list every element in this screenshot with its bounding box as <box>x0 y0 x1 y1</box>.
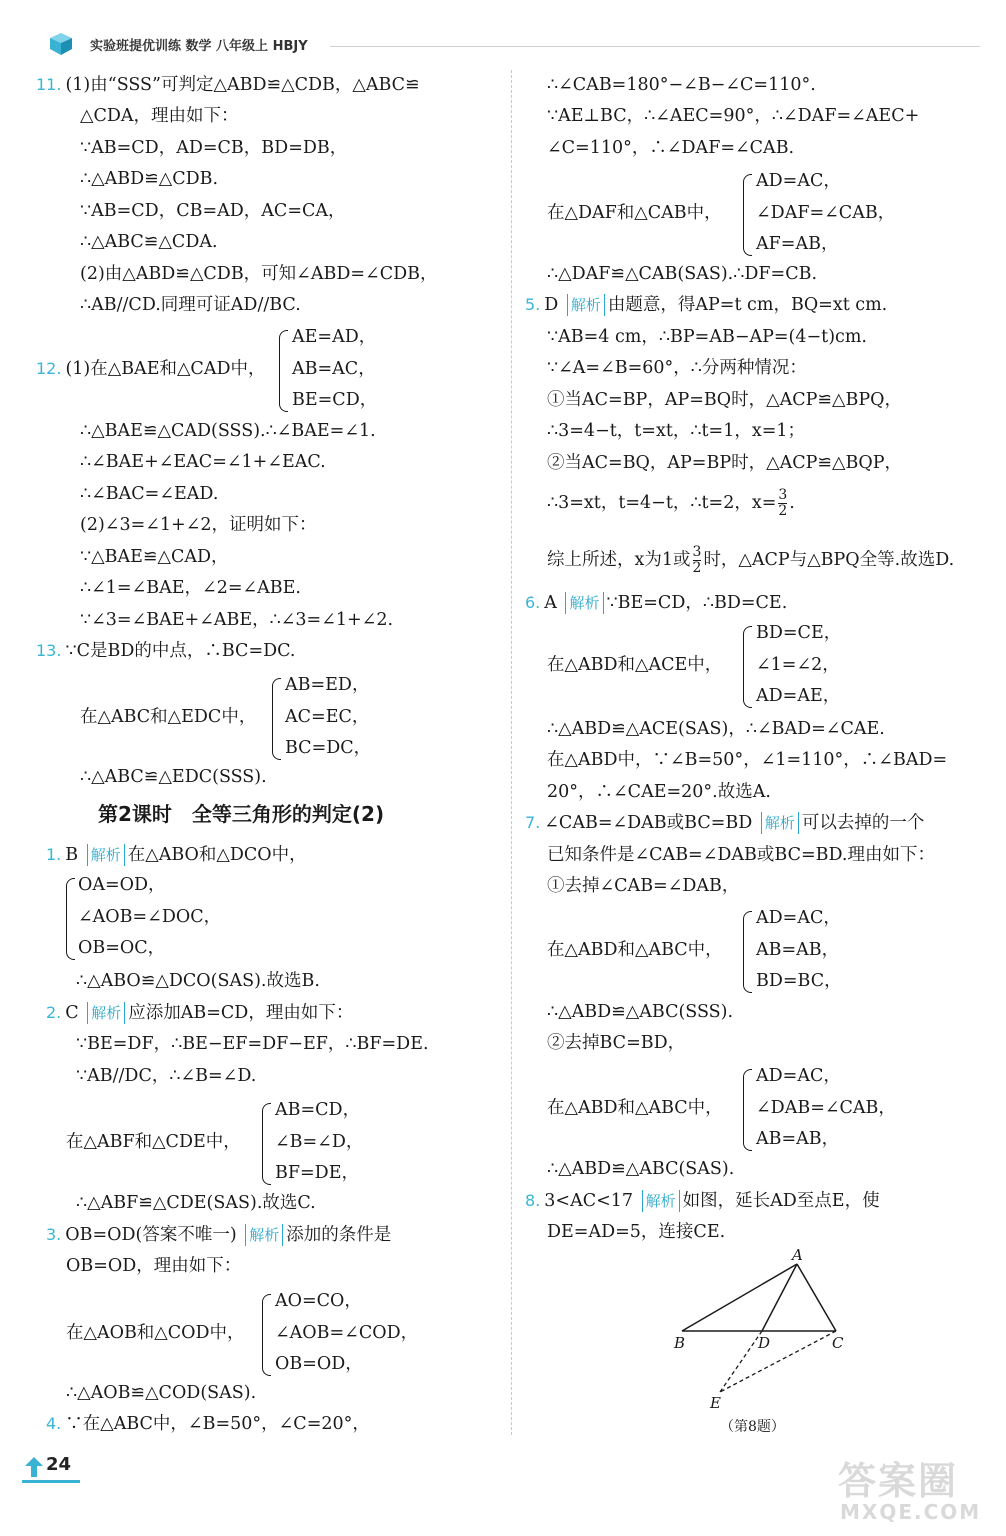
q13-lead: 在△ABC和△EDC中， <box>80 707 257 727</box>
q3-line-1 <box>46 1224 391 1246</box>
q5-text-7: ∴3=xt，t=4−t，∴t=2，x= <box>547 493 777 513</box>
page-number: 24 <box>46 1454 72 1475</box>
analysis-tag: 解析 <box>761 812 799 834</box>
q7-brace-group-2 <box>547 1061 967 1161</box>
cube-logo-icon <box>48 32 74 56</box>
q11-line-2: △CDA，理由如下： <box>80 106 239 126</box>
q1-brace-group <box>66 870 366 970</box>
q11-line-6: ∴△ABC≌△CDA. <box>80 232 218 252</box>
watermark-url: MXQE.COM <box>840 1500 982 1524</box>
q5-text-7-end: . <box>789 493 795 513</box>
question-number: 1. <box>46 845 62 864</box>
point-label-d: D <box>758 1334 771 1352</box>
analysis-tag: 解析 <box>87 1002 125 1024</box>
q7-line-4: ∴△ABD≌△ABC(SSS). <box>547 1002 734 1022</box>
q7-text-1: 可以去掉的一个 <box>801 813 925 833</box>
triangle-figure <box>660 1246 860 1442</box>
page-header <box>40 30 980 60</box>
q4-cont-line-4: ∴△DAF≌△CAB(SAS).∴DF=CB. <box>547 264 818 284</box>
fraction <box>693 545 702 576</box>
denominator: 2 <box>778 503 788 519</box>
q7-line-2: 已知条件是∠CAB=∠DAB或BC=BD.理由如下： <box>547 845 935 865</box>
q4-condition-list <box>756 166 895 261</box>
q7-line-6: ∴△ABD≌△ABC(SAS). <box>547 1159 735 1179</box>
q3-lead: 在△AOB和△COD中， <box>66 1323 245 1343</box>
condition-item: AC=EC， <box>285 706 370 727</box>
q7-condition-list-2 <box>756 1061 896 1156</box>
q6-line-3: 在△ABD中，∵∠B=50°，∠1=110°，∴∠BAD= <box>547 750 948 770</box>
question-number: 6. <box>525 593 541 612</box>
q5-text-8: 综上所述，x为1或 <box>547 550 691 570</box>
q3-text-1: 添加的条件是 <box>286 1225 392 1245</box>
section-title: 第2课时 全等三角形的判定(2) <box>98 802 385 826</box>
watermark <box>830 1450 1000 1530</box>
q5-text-8-end: 时，△ACP与△BPQ全等.故选D. <box>703 550 955 570</box>
condition-item: AD=AC， <box>756 171 841 191</box>
q2-line-4: ∴△ABF≌△CDE(SAS).故选C. <box>76 1193 316 1213</box>
q12-line-6: ∴∠1=∠BAE，∠2=∠ABE. <box>80 578 301 598</box>
q4-cont-line-3: ∠C=110°，∴∠DAF=∠CAB. <box>547 138 795 158</box>
q5-line-3: ∵∠A=∠B=60°，∴分两种情况： <box>547 358 807 378</box>
q8-line-2: DE=AD=5，连接CE. <box>547 1222 726 1242</box>
brace <box>262 1103 271 1185</box>
condition-item: BE=CD， <box>292 390 378 410</box>
q12-brace-group <box>36 322 476 422</box>
q1-condition-list <box>78 870 221 965</box>
answer: OB=OD(答案不唯一) <box>65 1225 237 1245</box>
q7-brace-group-1 <box>547 903 967 1003</box>
answer: ∠CAB=∠DAB或BC=BD <box>544 813 753 833</box>
q5-line-7 <box>547 488 795 519</box>
brace <box>279 330 288 412</box>
q7-line-3: ①去掉∠CAB=∠DAB， <box>547 876 740 896</box>
question-number: 7. <box>525 813 541 832</box>
q11-line-4: ∴△ABD≌△CDB. <box>80 169 219 189</box>
q12-line-2: ∴∠BAE+∠EAC=∠1+∠EAC. <box>80 452 326 472</box>
answer: A <box>544 593 557 613</box>
segment-ac <box>797 1264 836 1331</box>
q13-condition-list <box>285 670 371 765</box>
point-label-c: C <box>832 1334 844 1352</box>
analysis-tag: 解析 <box>245 1224 283 1246</box>
question-number: 5. <box>525 295 541 314</box>
watermark-logo: 答案圈 <box>838 1459 959 1503</box>
q2-line-1 <box>46 1002 353 1024</box>
brace <box>743 911 752 993</box>
condition-item: OA=OD， <box>78 875 166 895</box>
question-number: 3. <box>46 1225 62 1244</box>
q2-line-3: ∵AB//DC，∴∠B=∠D. <box>76 1066 257 1086</box>
q11-line-8: ∴AB//CD.同理可证AD//BC. <box>80 295 301 315</box>
q2-condition-list <box>275 1095 363 1190</box>
q5-line-1 <box>525 294 887 316</box>
condition-item: AE=AD， <box>292 327 377 347</box>
question-number: 13. <box>36 641 62 660</box>
q2-brace-group <box>66 1095 466 1195</box>
q2-text-1: 应添加AB=CD，理由如下： <box>128 1003 354 1023</box>
q12-line-7: ∵∠3=∠BAE+∠ABE，∴∠3=∠1+∠2. <box>80 610 394 630</box>
answer: 3<AC<17 <box>544 1191 634 1211</box>
condition-item: AD=AC， <box>756 1066 841 1086</box>
brace <box>743 1069 752 1151</box>
q7-line-5: ②去掉BC=BD， <box>547 1033 686 1053</box>
q7-lead-2: 在△ABD和△ABC中， <box>547 1098 723 1118</box>
q11-line-1 <box>36 74 420 96</box>
q3-condition-list <box>275 1286 418 1381</box>
condition-item: AB=AC， <box>292 358 376 379</box>
q4-text-1: ∵在△ABC中，∠B=50°，∠C=20°， <box>65 1414 370 1434</box>
q1-line-1 <box>46 844 307 866</box>
analysis-tag: 解析 <box>87 844 125 866</box>
q1-line-2: ∴△ABO≌△DCO(SAS).故选B. <box>76 971 320 991</box>
book-title: 实验班提优训练 数学 八年级上 HBJY <box>90 39 308 54</box>
brace <box>743 626 752 708</box>
q13-line-1 <box>36 640 295 662</box>
q11-line-7: (2)由△ABD≌△CDB，可知∠ABD=∠CDB， <box>80 264 438 284</box>
numerator: 3 <box>778 487 788 503</box>
q4-cont-line-1: ∴∠CAB=180°−∠B−∠C=110°. <box>547 75 816 95</box>
condition-item: BF=DE， <box>275 1163 359 1183</box>
q4-line-1 <box>46 1413 370 1435</box>
condition-item: BD=CE， <box>756 623 842 643</box>
q5-line-6: ②当AC=BQ，AP=BP时，△ACP≌△BQP， <box>547 453 902 473</box>
condition-item: AB=AB， <box>756 1129 840 1149</box>
answer: C <box>65 1003 79 1023</box>
q7-condition-list-1 <box>756 903 842 998</box>
condition-item: AD=AE， <box>756 686 841 706</box>
up-arrow-icon <box>24 1456 44 1478</box>
question-number: 12. <box>36 359 62 378</box>
point-label-a: A <box>792 1246 803 1264</box>
q12-lead <box>36 358 266 380</box>
condition-item: AB=CD， <box>275 1100 361 1120</box>
question-number: 4. <box>46 1414 62 1433</box>
point-label-b: B <box>674 1334 686 1352</box>
q6-line-4: 20°，∴∠CAE=20°.故选A. <box>547 782 771 802</box>
q6-lead: 在△ABD和△ACE中， <box>547 655 723 675</box>
q12-line-1: ∴△BAE≌△CAD(SSS).∴∠BAE=∠1. <box>80 421 376 441</box>
q12-lead-text: (1)在△BAE和△CAD中， <box>65 359 266 379</box>
q8-line-1 <box>525 1190 880 1212</box>
segment-de <box>720 1331 762 1392</box>
q6-text-1: ∵BE=CD，∴BD=CE. <box>606 593 788 613</box>
q3-line-3: ∴△AOB≌△COD(SAS). <box>66 1383 257 1403</box>
q5-line-4: ①当AC=BP，AP=BQ时，△ACP≌△BPQ， <box>547 390 902 410</box>
analysis-tag: 解析 <box>565 592 603 614</box>
q3-brace-group <box>66 1286 466 1386</box>
condition-item: ∠1=∠2， <box>756 654 840 675</box>
condition-item: AD=AC， <box>756 908 841 928</box>
q5-line-5: ∴3=4−t，t=xt，∴t=1，x=1； <box>547 421 805 441</box>
fraction <box>778 488 787 519</box>
page-number-underline <box>22 1480 80 1483</box>
condition-item: AO=CO， <box>275 1291 362 1311</box>
question-number: 8. <box>525 1191 541 1210</box>
condition-item: AB=AB， <box>756 939 840 960</box>
q6-brace-group <box>547 618 967 718</box>
brace <box>66 878 75 960</box>
q12-line-5: ∵△BAE≌△CAD， <box>80 547 229 567</box>
q12-line-4: (2)∠3=∠1+∠2，证明如下： <box>80 515 317 535</box>
condition-item: ∠DAF=∠CAB， <box>756 202 896 223</box>
q13-brace-group <box>80 670 480 770</box>
numerator: 3 <box>692 544 702 560</box>
brace <box>743 174 752 256</box>
q11-text-1: (1)由“SSS”可判定△ABD≌△CDB，△ABC≌ <box>65 75 420 95</box>
header-rule <box>330 46 980 47</box>
column-divider <box>511 70 512 1435</box>
figure-caption: （第8题） <box>720 1419 785 1435</box>
condition-item: BC=DC， <box>285 738 372 758</box>
q13-line-2: ∴△ABC≌△EDC(SSS). <box>80 767 267 787</box>
segment-ce <box>720 1331 836 1392</box>
condition-item: AF=AB， <box>756 234 839 254</box>
answer: D <box>544 295 559 315</box>
q6-line-1 <box>525 592 787 614</box>
condition-item: ∠DAB=∠CAB， <box>756 1097 896 1118</box>
brace <box>262 1294 271 1376</box>
q8-text-1: 如图，延长AD至点E，使 <box>682 1191 880 1211</box>
q2-line-2: ∵BE=DF，∴BE−EF=DF−EF，∴BF=DE. <box>76 1034 429 1054</box>
question-number: 2. <box>46 1003 62 1022</box>
question-number: 11. <box>36 75 62 94</box>
q4-cont-line-2: ∵AE⊥BC，∴∠AEC=90°，∴∠DAF=∠AEC+ <box>547 106 920 126</box>
analysis-tag: 解析 <box>642 1190 680 1212</box>
q11-line-3: ∵AB=CD，AD=CB，BD=DB， <box>80 138 348 158</box>
q11-line-5: ∵AB=CD，CB=AD，AC=CA， <box>80 201 346 221</box>
q4-lead: 在△DAF和△CAB中， <box>547 203 722 223</box>
condition-item: AB=ED， <box>285 675 370 695</box>
q5-line-8 <box>547 545 954 576</box>
q5-line-2: ∵AB=4 cm，∴BP=AB−AP=(4−t)cm. <box>547 327 867 347</box>
q7-lead-1: 在△ABD和△ABC中， <box>547 940 723 960</box>
q12-line-3: ∴∠BAC=∠EAD. <box>80 484 219 504</box>
q7-line-1 <box>525 812 924 834</box>
condition-item: BD=BC， <box>756 971 842 991</box>
q12-condition-list <box>292 322 377 417</box>
page-number-badge <box>22 1452 80 1482</box>
denominator: 2 <box>692 560 702 576</box>
q5-text-1: 由题意，得AP=t cm，BQ=xt cm. <box>607 295 888 315</box>
point-label-e: E <box>710 1394 721 1412</box>
q13-text-1: ∵C是BD的中点，∴BC=DC. <box>65 641 296 661</box>
brace <box>272 678 281 760</box>
analysis-tag: 解析 <box>567 294 605 316</box>
condition-item: ∠AOB=∠COD， <box>275 1322 419 1343</box>
q6-condition-list <box>756 618 841 713</box>
answer: B <box>65 845 79 865</box>
q1-text-1: 在△ABO和△DCO中， <box>127 845 307 865</box>
q6-line-2: ∴△ABD≌△ACE(SAS)，∴∠BAD=∠CAE. <box>547 719 885 739</box>
condition-item: ∠AOB=∠DOC， <box>78 906 222 927</box>
condition-item: ∠B=∠D， <box>275 1131 364 1152</box>
condition-item: OB=OD， <box>275 1354 363 1374</box>
condition-item: OB=OC， <box>78 938 166 958</box>
q4-brace-group <box>547 166 967 266</box>
q2-lead: 在△ABF和△CDE中， <box>66 1132 241 1152</box>
q3-line-2: OB=OD，理由如下： <box>66 1256 242 1276</box>
